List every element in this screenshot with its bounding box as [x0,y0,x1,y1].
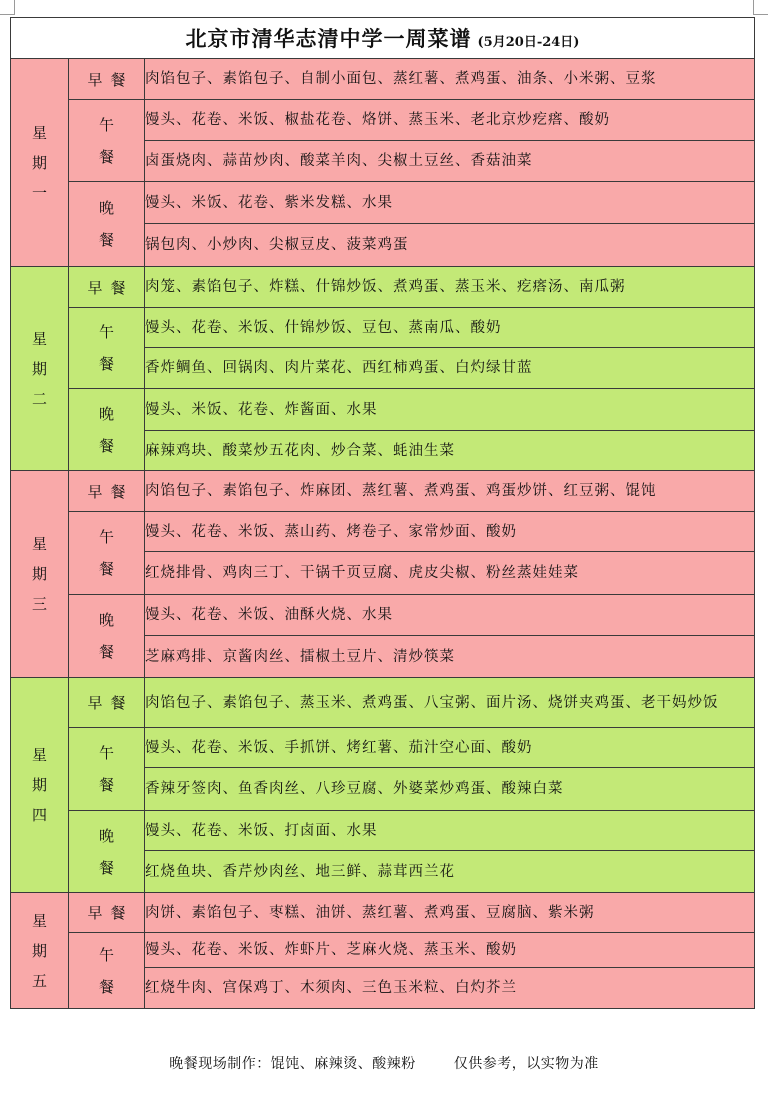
menu-items-lunch-dishes: 香炸鲷鱼、回锅肉、肉片菜花、西红柿鸡蛋、白灼绿甘蓝 [145,348,755,389]
menu-items-breakfast: 肉饼、素馅包子、枣糕、油饼、蒸红薯、煮鸡蛋、豆腐脑、紫米粥 [145,893,755,933]
meal-label-dinner: 晚 餐 [69,182,145,267]
disclaimer: 仅供参考，以实物为准 [453,1056,599,1072]
day-tuesday: 星 期 二 [11,267,69,471]
onsite-dinner-note: 晚餐现场制作：馄饨、麻辣烫、酸辣粉 [169,1056,416,1072]
day-friday: 星 期 五 [11,893,69,1009]
menu-items-lunch-staples: 馒头、花卷、米饭、炸虾片、芝麻火烧、蒸玉米、酸奶 [145,933,755,968]
menu-items-dinner-staples: 馒头、花卷、米饭、打卤面、水果 [145,811,755,851]
meal-label-breakfast: 早餐 [69,59,145,100]
meal-label-breakfast: 早餐 [69,893,145,933]
menu-title-cell [11,18,755,59]
meal-label-lunch: 午 餐 [69,933,145,1009]
menu-items-lunch-dishes: 红烧牛肉、宫保鸡丁、木须肉、三色玉米粒、白灼芥兰 [145,968,755,1009]
crop-mark-top-right [753,0,768,15]
crop-mark-top-left [0,0,15,15]
menu-items-breakfast: 肉馅包子、素馅包子、自制小面包、蒸红薯、煮鸡蛋、油条、小米粥、豆浆 [145,59,755,100]
meal-label-breakfast: 早餐 [69,471,145,512]
meal-label-breakfast: 早餐 [69,678,145,728]
meal-label-dinner: 晚 餐 [69,811,145,893]
date-range: (5月20日-24日) [477,35,580,50]
meal-label-lunch: 午 餐 [69,728,145,811]
menu-items-lunch-dishes: 香辣牙签肉、鱼香肉丝、八珍豆腐、外婆菜炒鸡蛋、酸辣白菜 [145,768,755,811]
menu-items-breakfast: 肉笼、素馅包子、炸糕、什锦炒饭、煮鸡蛋、蒸玉米、疙瘩汤、南瓜粥 [145,267,755,308]
menu-items-dinner-dishes: 麻辣鸡块、酸菜炒五花肉、炒合菜、蚝油生菜 [145,431,755,471]
menu-items-dinner-dishes: 锅包肉、小炒肉、尖椒豆皮、菠菜鸡蛋 [145,224,755,267]
meal-label-lunch: 午 餐 [69,100,145,182]
menu-items-breakfast: 肉馅包子、素馅包子、蒸玉米、煮鸡蛋、八宝粥、面片汤、烧饼夹鸡蛋、老干妈炒饭 [145,678,755,728]
menu-items-lunch-staples: 馒头、花卷、米饭、椒盐花卷、烙饼、蒸玉米、老北京炒疙瘩、酸奶 [145,100,755,141]
day-monday: 星 期 一 [11,59,69,267]
meal-label-dinner: 晚 餐 [69,595,145,678]
meal-label-breakfast: 早餐 [69,267,145,308]
day-wednesday: 星 期 三 [11,471,69,678]
menu-items-dinner-dishes: 红烧鱼块、香芹炒肉丝、地三鲜、蒜茸西兰花 [145,851,755,893]
day-thursday: 星 期 四 [11,678,69,893]
menu-items-breakfast: 肉馅包子、素馅包子、炸麻团、蒸红薯、煮鸡蛋、鸡蛋炒饼、红豆粥、馄饨 [145,471,755,512]
menu-items-lunch-staples: 馒头、花卷、米饭、什锦炒饭、豆包、蒸南瓜、酸奶 [145,308,755,348]
menu-items-dinner-dishes: 芝麻鸡排、京酱肉丝、擂椒土豆片、清炒筷菜 [145,636,755,678]
menu-items-dinner-staples: 馒头、米饭、花卷、炸酱面、水果 [145,389,755,431]
meal-label-dinner: 晚 餐 [69,389,145,471]
meal-label-lunch: 午 餐 [69,308,145,389]
menu-items-lunch-dishes: 卤蛋烧肉、蒜苗炒肉、酸菜羊肉、尖椒土豆丝、香菇油菜 [145,141,755,182]
meal-label-lunch: 午 餐 [69,512,145,595]
footer-note [0,1053,768,1073]
page-title: 北京市清华志清中学一周菜谱 [185,26,472,51]
menu-items-dinner-staples: 馒头、米饭、花卷、紫米发糕、水果 [145,182,755,224]
menu-items-lunch-dishes: 红烧排骨、鸡肉三丁、干锅千页豆腐、虎皮尖椒、粉丝蒸娃娃菜 [145,552,755,595]
menu-items-dinner-staples: 馒头、花卷、米饭、油酥火烧、水果 [145,595,755,636]
weekly-menu-table [10,17,755,1009]
menu-items-lunch-staples: 馒头、花卷、米饭、蒸山药、烤卷子、家常炒面、酸奶 [145,512,755,552]
menu-items-lunch-staples: 馒头、花卷、米饭、手抓饼、烤红薯、茄汁空心面、酸奶 [145,728,755,768]
